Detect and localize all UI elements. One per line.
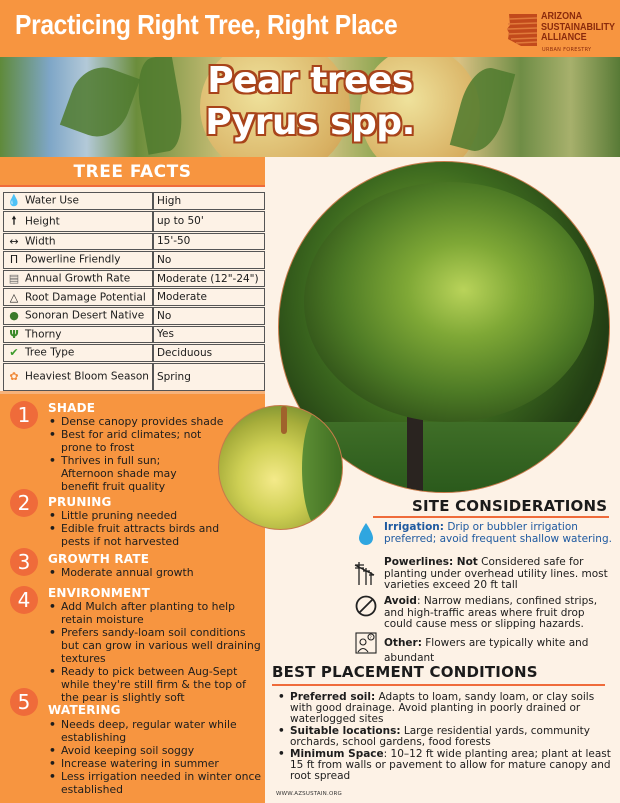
list-item: • Less irrigation needed in winter once established [47,770,262,796]
section-title-shade: SHADE [48,401,96,415]
best-placement-list [276,692,616,783]
table-row: ▤ Annual Growth Rate Moderate (12"-24") [3,270,265,288]
cactus-icon: Ψ [9,327,19,341]
site-item-powerlines: Powerlines: Not Considered safe for planting under overhead utility lines. most varieties exceed 20 ft tall [384,556,608,591]
list-item: • Preferred soil: Adapts to loam, sandy loam, or clay soils with good drainage. Avoid planting in poorly drained or waterlogged sites [276,692,616,725]
pear-fruit-photo [218,405,343,530]
section-number-badge: 5 [10,688,38,716]
table-row: Ψ Thorny Yes [3,326,265,344]
site-item-other: Other: Flowers are typically white and abundant [384,637,589,664]
svg-text:?: ? [369,634,372,640]
list-item: • Moderate annual growth [47,566,262,579]
list-item: • Thrives in full sun; Afternoon shade may benefit fruit quality [47,454,212,493]
water-drop-icon [354,522,378,550]
water-drop-icon: 💧 [7,194,21,208]
growth-rate-list [47,566,262,579]
list-item: • Add Mulch after planting to help retain moisture [47,600,262,626]
section-title-growth-rate: GROWTH RATE [48,552,150,566]
environment-list [47,600,262,704]
pruning-list [47,509,262,548]
powerline-icon [354,560,378,590]
page-title: Practicing Right Tree, Right Place [15,9,398,40]
list-item: • Edible fruit attracts birds and pests if not harvested [47,522,232,548]
list-item: • Minimum Space: 10–12 ft wide planting area; plant at least 15 ft from walls or pavement to allow for mature canopy and root spread [276,749,616,782]
section-number-badge: 4 [10,586,38,614]
section-number-badge: 2 [10,489,38,517]
section-title-environment: ENVIRONMENT [48,586,151,600]
list-item: • Dense canopy provides shade [47,415,262,428]
hero-banner [0,57,620,157]
logo-text: ARIZONA SUSTAINABILITY ALLIANCE [541,10,616,43]
section-title-watering: WATERING [48,703,121,717]
list-item: • Suitable locations: Large residential yards, community orchards, school gardens, food forests [276,726,616,748]
tree-facts-table [3,191,265,392]
divider [373,516,609,518]
watering-list [47,718,262,796]
website-link[interactable]: WWW.AZSUSTAIN.ORG [276,791,342,797]
section-number-badge: 3 [10,548,38,576]
table-row: ✔ Tree Type Deciduous [3,344,265,362]
table-row: 🠕 Height up to 50' [3,211,265,232]
list-item: • Needs deep, regular water while establishing [47,718,262,744]
header-bar [0,0,620,57]
best-placement-heading: BEST PLACEMENT CONDITIONS [272,663,538,681]
up-arrow-icon: 🠕 [11,213,17,227]
list-item: • Increase watering in summer [47,757,262,770]
logo-subtitle: URBAN FORESTRY [542,47,592,53]
table-row: ✿ Heaviest Bloom Season Spring [3,363,265,391]
leaf-icon: ✔ [9,346,19,360]
scientific-name-heading: Pyrus spp. [205,102,415,143]
list-item: • Little pruning needed [47,509,262,522]
logo [507,11,617,55]
list-item: • Avoid keeping soil soggy [47,744,262,757]
section-title-pruning: PRUNING [48,495,112,509]
table-row: ↔ Width 15'-50 [3,233,265,251]
divider [272,684,605,686]
growth-chart-icon: ▤ [8,272,20,286]
table-row: 💧 Water Use High [3,192,265,210]
prohibited-icon [354,595,378,621]
person-question-icon [354,632,378,658]
section-number-badge: 1 [10,401,38,429]
common-name-heading: Pear trees [207,60,413,101]
site-considerations-heading: SITE CONSIDERATIONS [412,497,608,515]
tree-icon: ● [9,309,19,323]
table-row: ● Sonoran Desert Native No [3,307,265,325]
table-row: Π Powerline Friendly No [3,251,265,269]
list-item: • Prefers sandy-loam soil conditions but can grow in various well draining textures [47,626,262,665]
site-item-irrigation: Irrigation: Drip or bubbler irrigation preferred; avoid frequent shallow watering. [384,521,612,545]
flower-icon: ✿ [9,370,19,384]
warning-icon: △ [9,290,19,304]
tree-facts-header: TREE FACTS [0,157,265,187]
double-arrow-icon: ↔ [9,234,19,248]
list-item: • Best for arid climates; not prone to frost [47,428,212,454]
table-row: △ Root Damage Potential Moderate [3,288,265,306]
powerline-icon: Π [9,253,19,267]
arizona-map-icon [507,13,539,47]
site-item-avoid: Avoid: Narrow medians, confined strips, and high-traffic areas where fruit drop could cause mess or slipping hazards. [384,595,598,630]
list-item: • Ready to pick between Aug-Sept while they're still firm & the top of the pear is slightly soft [47,665,262,704]
